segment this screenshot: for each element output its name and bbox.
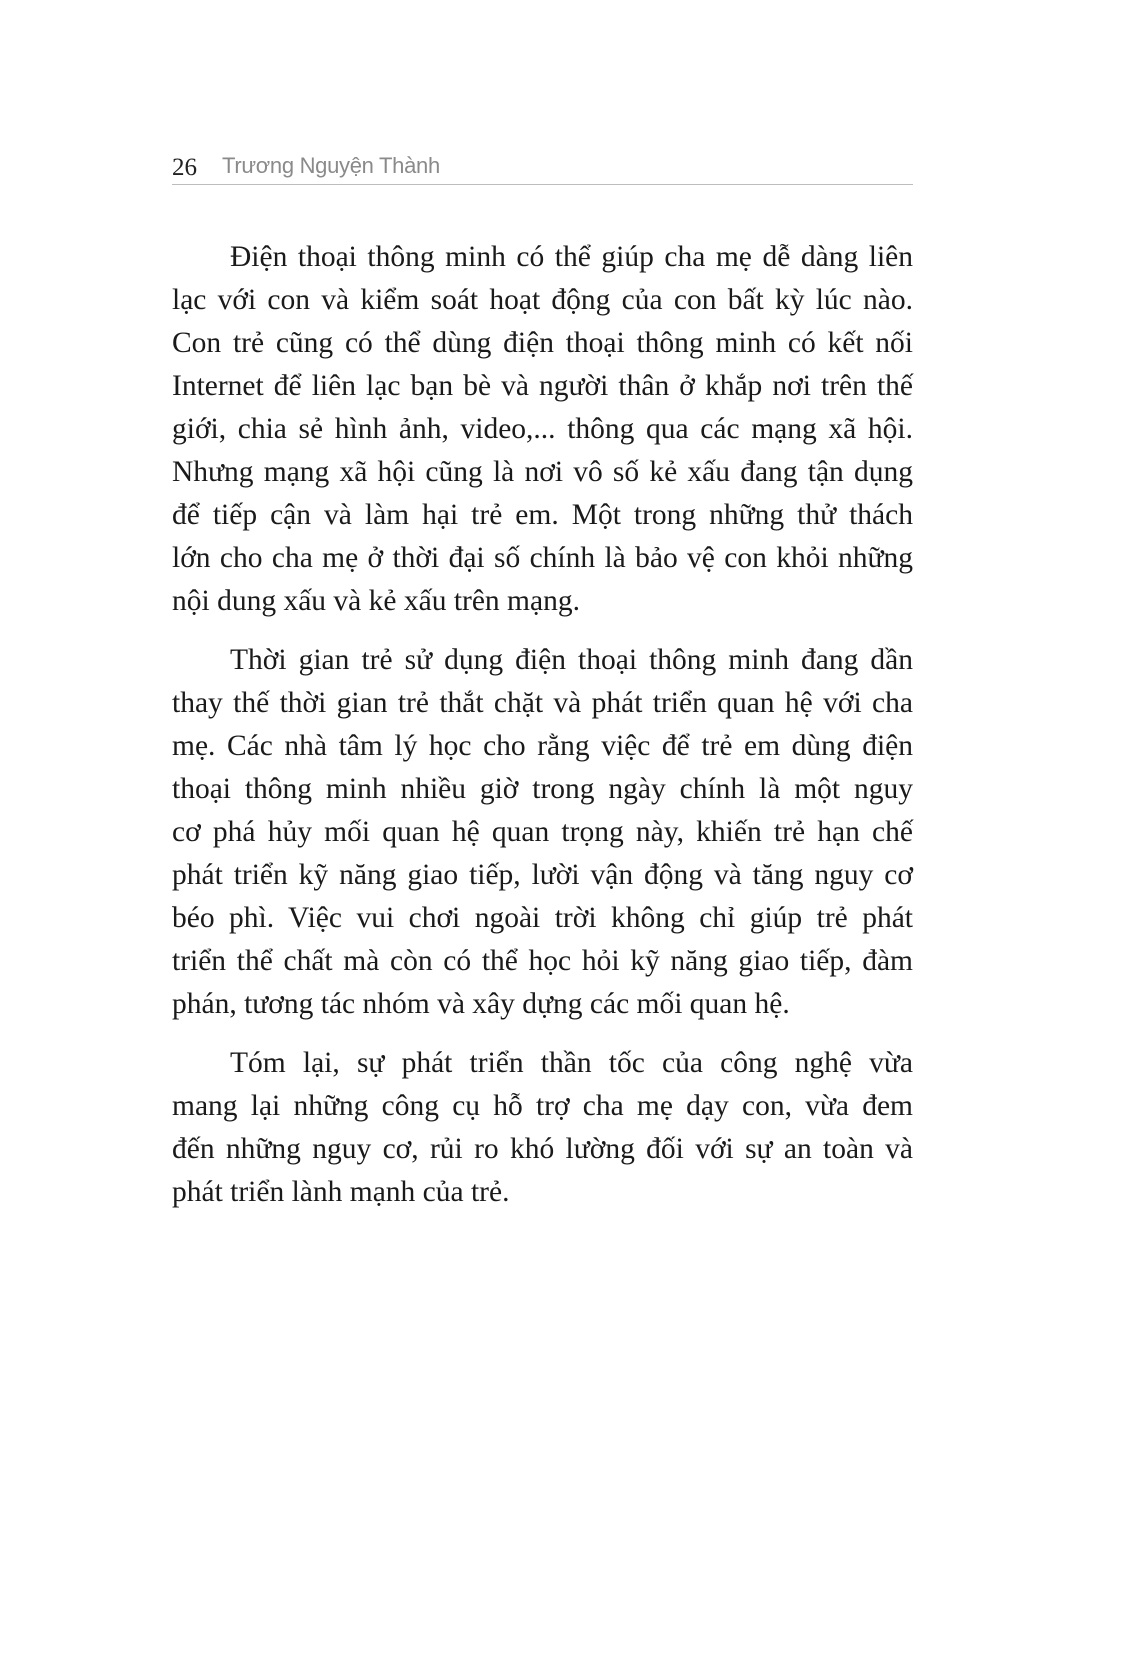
text-line: để tiếp cận và làm hại trẻ em. Một trong những thử thách (172, 499, 913, 531)
text-line: Điện thoại thông minh có thể giúp cha mẹ dễ dàng liên (230, 241, 913, 273)
text-line: béo phì. Việc vui chơi ngoài trời không chỉ giúp trẻ phát (172, 902, 913, 934)
text-line: giới, chia sẻ hình ảnh, video,... thông qua các mạng xã hội. (172, 413, 913, 445)
paragraph (172, 639, 913, 1026)
text-line: nội dung xấu và kẻ xấu trên mạng. (172, 585, 580, 617)
text-line: mang lại những công cụ hỗ trợ cha mẹ dạy con, vừa đem (172, 1090, 913, 1122)
text-line: thay thế thời gian trẻ thắt chặt và phát triển quan hệ với cha (172, 687, 913, 719)
page-number: 26 (172, 154, 197, 181)
text-line: Tóm lại, sự phát triển thần tốc của công nghệ vừa (230, 1047, 913, 1079)
author-name: Trương Nguyện Thành (222, 153, 440, 178)
paragraph (172, 1042, 913, 1214)
text-line: mẹ. Các nhà tâm lý học cho rằng việc để trẻ em dùng điện (172, 730, 913, 762)
text-line: Nhưng mạng xã hội cũng là nơi vô số kẻ xấu đang tận dụng (172, 456, 913, 488)
paragraph (172, 236, 913, 623)
text-line: Internet để liên lạc bạn bè và người thân ở khắp nơi trên thế (172, 370, 913, 402)
running-header (172, 150, 913, 185)
text-line: thoại thông minh nhiều giờ trong ngày chính là một nguy (172, 773, 913, 805)
text-line: Thời gian trẻ sử dụng điện thoại thông minh đang dần (230, 644, 913, 676)
text-line: Con trẻ cũng có thể dùng điện thoại thông minh có kết nối (172, 327, 913, 359)
text-line: đến những nguy cơ, rủi ro khó lường đối với sự an toàn và (172, 1133, 913, 1165)
text-line: cơ phá hủy mối quan hệ quan trọng này, khiến trẻ hạn chế (172, 816, 913, 848)
text-line: phát triển kỹ năng giao tiếp, lười vận động và tăng nguy cơ (172, 859, 913, 891)
text-line: phán, tương tác nhóm và xây dựng các mối quan hệ. (172, 988, 790, 1020)
text-line: lớn cho cha mẹ ở thời đại số chính là bảo vệ con khỏi những (172, 542, 913, 574)
text-line: lạc với con và kiểm soát hoạt động của con bất kỳ lúc nào. (172, 284, 913, 316)
body-text (172, 236, 913, 1230)
text-line: triển thể chất mà còn có thể học hỏi kỹ năng giao tiếp, đàm (172, 945, 913, 977)
text-line: phát triển lành mạnh của trẻ. (172, 1176, 510, 1208)
